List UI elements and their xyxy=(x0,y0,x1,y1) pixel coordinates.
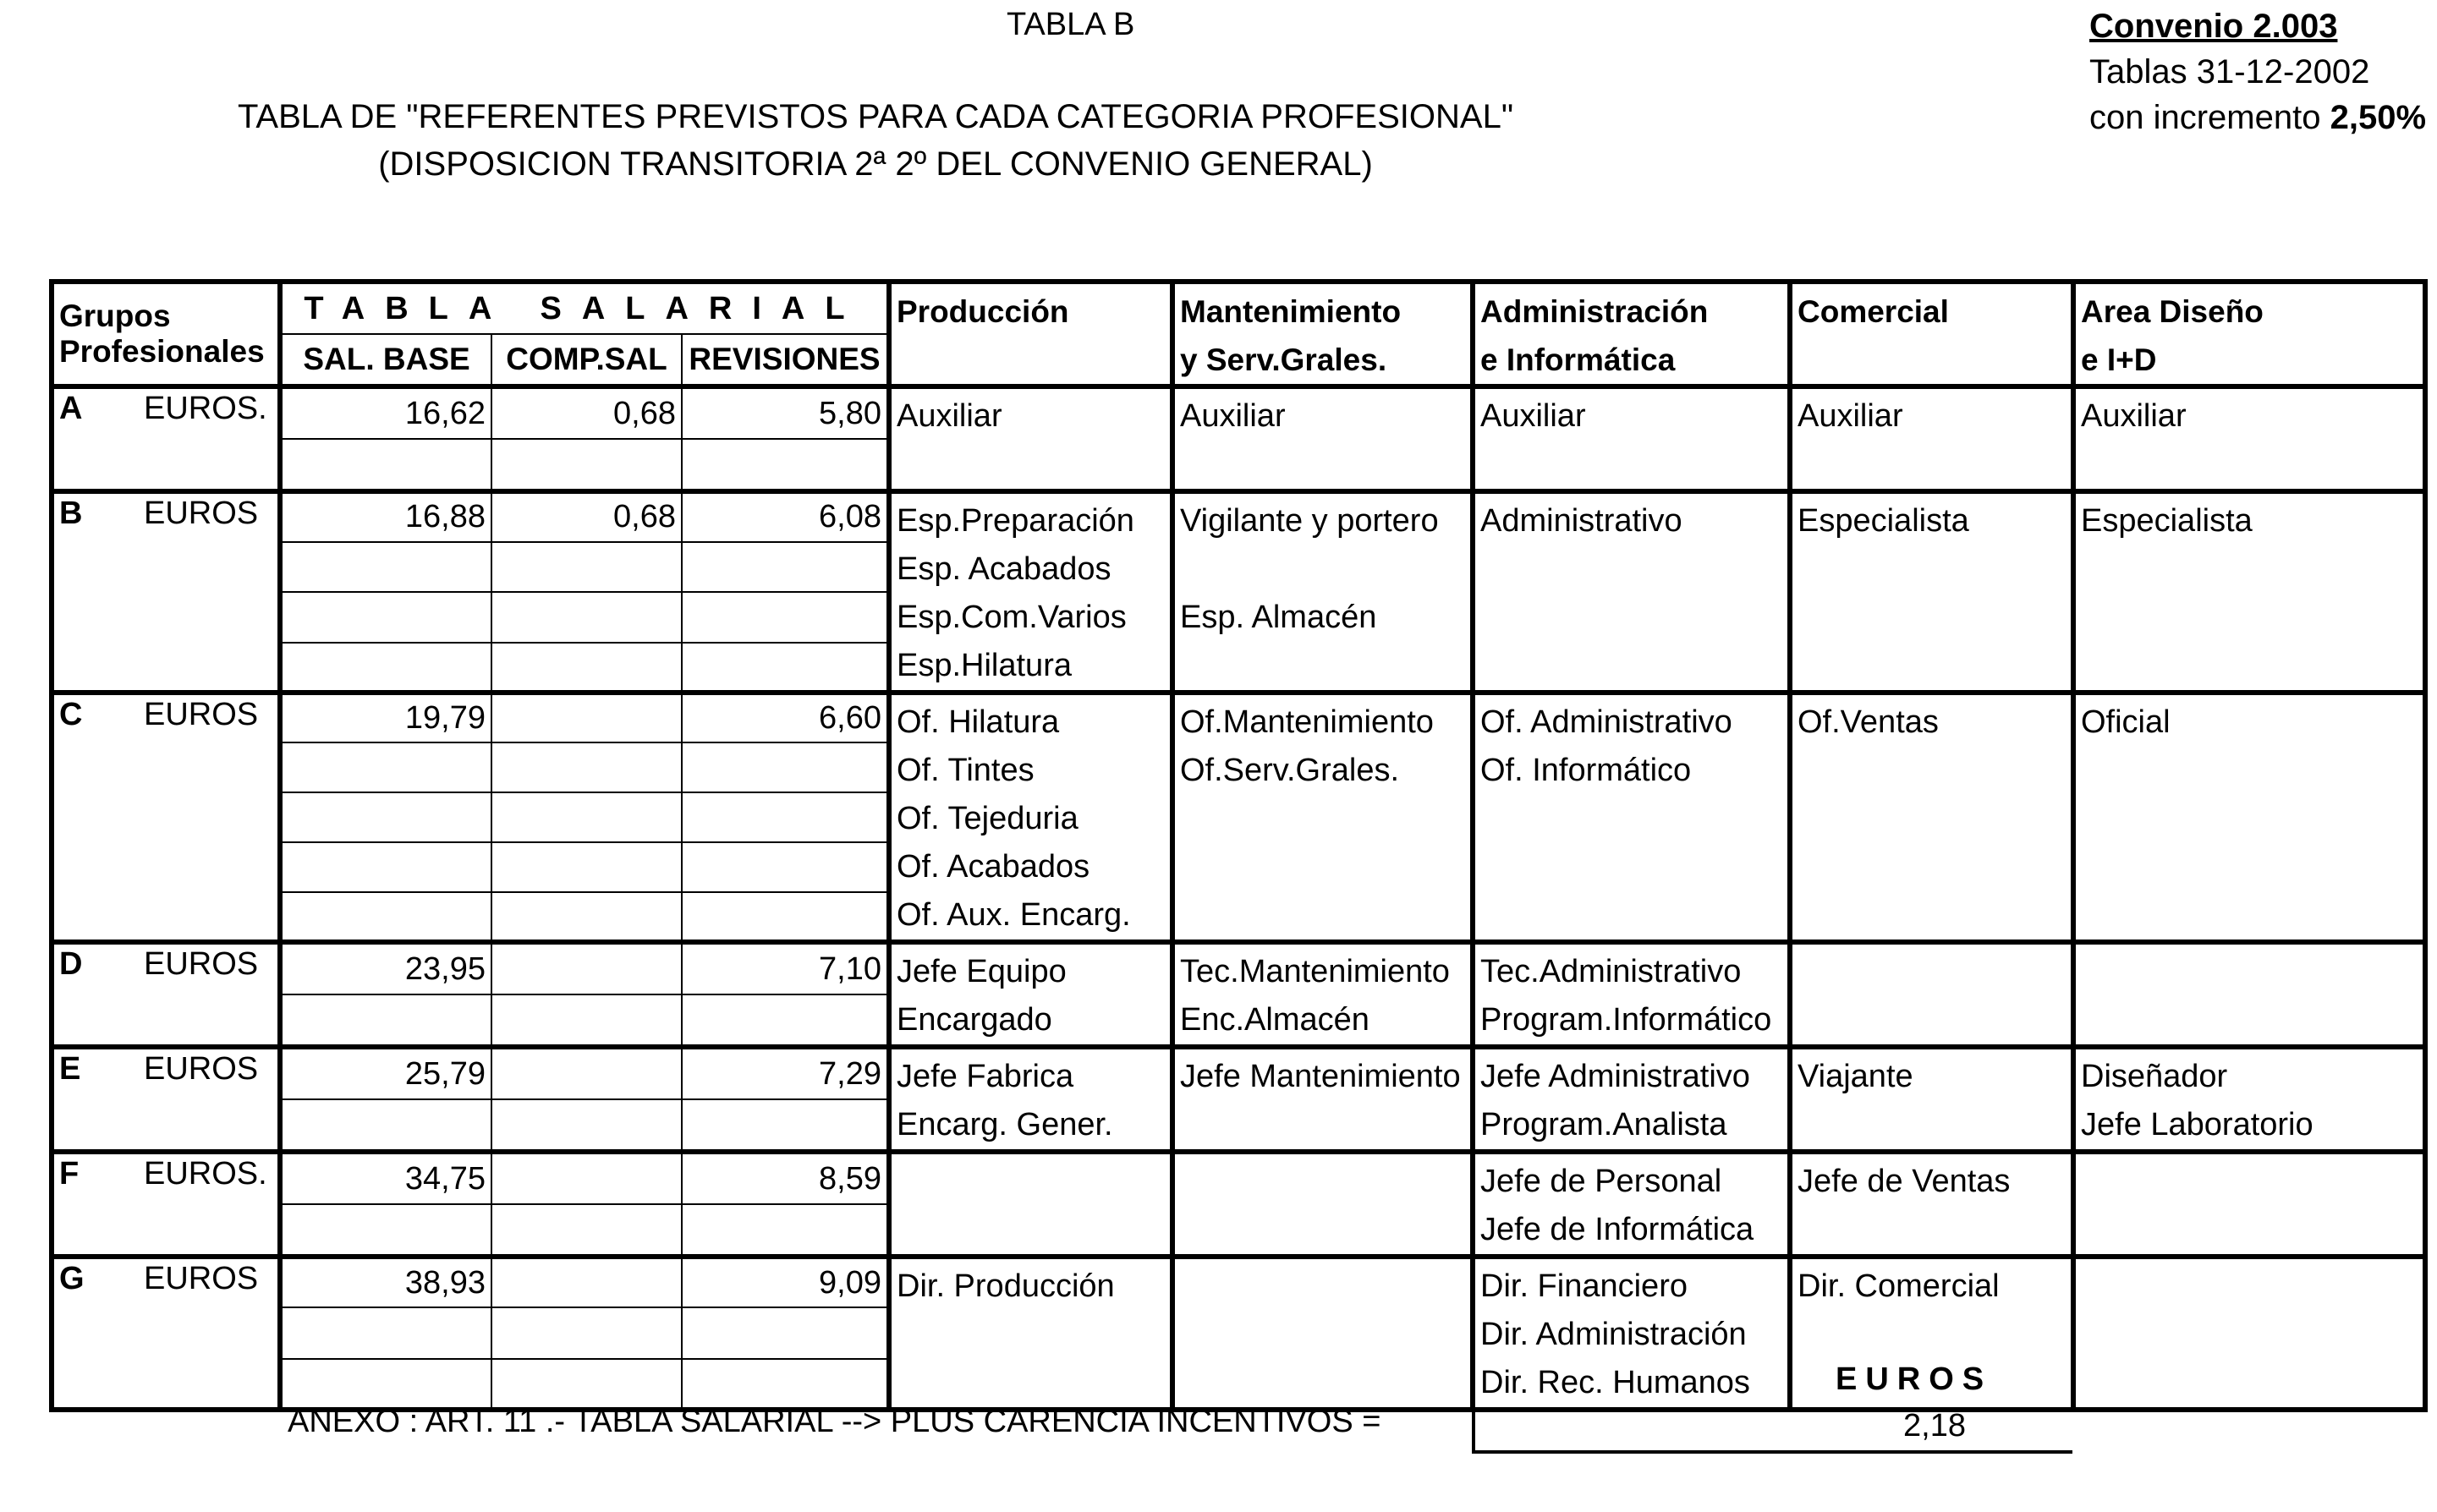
revisiones-empty xyxy=(682,792,889,842)
category-line xyxy=(2081,996,2418,1044)
group-unit: EUROS xyxy=(144,946,259,982)
comp-sal-value xyxy=(491,1152,682,1204)
comp-sal-empty xyxy=(491,742,682,792)
category-line: Auxiliar xyxy=(897,398,1002,434)
sal-base-empty xyxy=(280,1359,491,1410)
category-line xyxy=(1180,545,1465,594)
category-cell-administracion xyxy=(1473,1257,1790,1410)
category-line xyxy=(1798,1311,2066,1359)
category-line: Esp.Hilatura xyxy=(897,648,1072,683)
group-unit: EUROS xyxy=(144,496,259,531)
category-cell-administracion xyxy=(1473,1152,1790,1257)
header-mantenimiento-line-1: Mantenimiento xyxy=(1180,294,1402,329)
category-line xyxy=(2081,747,2418,795)
category-line: Of. Tintes xyxy=(897,753,1035,788)
revisiones-empty xyxy=(682,643,889,693)
category-line: Dir. Producción xyxy=(897,1268,1115,1304)
header-administracion xyxy=(1473,282,1790,386)
category-line xyxy=(2081,843,2418,891)
revisiones-empty xyxy=(682,1359,889,1410)
category-line xyxy=(1798,642,2066,690)
revisiones-value: 6,08 xyxy=(682,491,889,542)
category-line xyxy=(1480,441,1782,489)
category-line xyxy=(2081,545,2418,594)
comp-sal-empty xyxy=(491,592,682,643)
salary-table xyxy=(49,279,2428,1412)
category-line: Jefe de Personal xyxy=(1480,1164,1722,1199)
category-line xyxy=(2081,948,2418,996)
category-line xyxy=(2081,1263,2418,1311)
comp-sal-empty xyxy=(491,994,682,1047)
category-cell-mantenimiento xyxy=(1172,386,1473,491)
sal-base-empty xyxy=(280,994,491,1047)
category-line xyxy=(2081,1158,2418,1206)
euros-value-box xyxy=(1472,1400,2072,1454)
category-cell-administracion xyxy=(1473,1047,1790,1152)
category-cell-mantenimiento xyxy=(1172,1047,1473,1152)
table-row xyxy=(52,693,2425,742)
category-cell-administracion xyxy=(1473,386,1790,491)
comp-sal-empty xyxy=(491,542,682,593)
revisiones-value: 6,60 xyxy=(682,693,889,742)
header-grupos-line-2: Profesionales xyxy=(59,334,265,369)
sal-base-value: 38,93 xyxy=(280,1257,491,1307)
category-line xyxy=(2081,891,2418,940)
category-line xyxy=(2081,1206,2418,1254)
group-letter: F xyxy=(59,1156,80,1192)
revisiones-empty xyxy=(682,1307,889,1358)
category-cell-comercial xyxy=(1790,693,2073,942)
category-line: Jefe Administrativo xyxy=(1480,1059,1750,1094)
document-subtitle: TABLA DE "REFERENTES PREVISTOS PARA CADA CATEGORIA PROFESIONAL" xyxy=(237,98,1514,135)
category-line: Viajante xyxy=(1798,1059,1913,1094)
category-line: Program.Analista xyxy=(1480,1107,1727,1142)
group-unit: EUROS xyxy=(144,697,259,732)
group-letter: B xyxy=(59,496,83,531)
category-line: Encargado xyxy=(897,1002,1052,1038)
group-cell xyxy=(52,1047,280,1152)
category-line xyxy=(2081,1359,2418,1407)
revisiones-empty xyxy=(682,994,889,1047)
group-unit: EUROS. xyxy=(144,391,267,426)
revisiones-empty xyxy=(682,439,889,491)
category-cell-produccion xyxy=(889,1047,1172,1152)
category-line xyxy=(1180,441,1465,489)
category-line xyxy=(1180,795,1465,843)
sal-base-value: 25,79 xyxy=(280,1047,491,1099)
category-cell-produccion xyxy=(889,1152,1172,1257)
category-line: Jefe Laboratorio xyxy=(2081,1107,2314,1142)
category-cell-diseno xyxy=(2073,1047,2425,1152)
category-line xyxy=(1480,795,1782,843)
tablas-date: Tablas 31-12-2002 xyxy=(2089,53,2370,90)
sal-base-empty xyxy=(280,892,491,942)
category-line xyxy=(1180,1311,1465,1359)
revisiones-empty xyxy=(682,742,889,792)
category-cell-diseno xyxy=(2073,386,2425,491)
category-line xyxy=(1480,843,1782,891)
category-cell-mantenimiento xyxy=(1172,1257,1473,1410)
group-letter: A xyxy=(59,391,83,426)
table-label: TABLA B xyxy=(1007,7,1135,42)
comp-sal-empty xyxy=(491,1099,682,1152)
category-line: Dir. Comercial xyxy=(1798,1268,2000,1304)
table-row xyxy=(52,1257,2425,1307)
category-line xyxy=(1798,747,2066,795)
category-line: Esp. Almacén xyxy=(1180,600,1377,635)
category-cell-produccion xyxy=(889,693,1172,942)
sal-base-value: 16,88 xyxy=(280,491,491,542)
header-grupos xyxy=(52,282,280,386)
category-cell-comercial xyxy=(1790,942,2073,1047)
comp-sal-empty xyxy=(491,892,682,942)
comp-sal-empty xyxy=(491,1204,682,1257)
category-cell-diseno xyxy=(2073,693,2425,942)
category-line xyxy=(2081,441,2418,489)
header-produccion: Producción xyxy=(889,282,1172,386)
revisiones-empty xyxy=(682,842,889,892)
category-line: Esp.Preparación xyxy=(897,503,1134,539)
category-cell-produccion xyxy=(889,942,1172,1047)
category-line xyxy=(2081,642,2418,690)
euros-label: EUROS xyxy=(1836,1361,1993,1397)
header-diseno xyxy=(2073,282,2425,386)
sal-base-empty xyxy=(280,742,491,792)
category-line xyxy=(1180,1206,1465,1254)
category-line xyxy=(1798,1206,2066,1254)
revisiones-value: 9,09 xyxy=(682,1257,889,1307)
category-line xyxy=(2081,594,2418,642)
header-administracion-line-2: e Informática xyxy=(1480,342,1676,377)
category-line: Of. Informático xyxy=(1480,753,1692,788)
category-line: Of.Ventas xyxy=(1798,704,1939,740)
group-cell xyxy=(52,942,280,1047)
group-letter: E xyxy=(59,1051,81,1087)
category-line: Of. Aux. Encarg. xyxy=(897,897,1131,933)
category-cell-comercial xyxy=(1790,491,2073,693)
revisiones-empty xyxy=(682,542,889,593)
revisiones-value: 7,29 xyxy=(682,1047,889,1099)
category-line: Tec.Administrativo xyxy=(1480,954,1742,989)
group-cell xyxy=(52,386,280,491)
group-letter: G xyxy=(59,1261,85,1296)
category-cell-comercial xyxy=(1790,1152,2073,1257)
header-tabla-salarial: TABLA SALARIAL xyxy=(280,282,889,334)
category-line: Dir. Rec. Humanos xyxy=(1480,1365,1750,1400)
table-row xyxy=(52,1152,2425,1204)
category-line xyxy=(1480,642,1782,690)
category-line xyxy=(1798,996,2066,1044)
sal-base-value: 23,95 xyxy=(280,942,491,994)
category-line: Auxiliar xyxy=(2081,398,2187,434)
category-line xyxy=(1798,594,2066,642)
revisiones-value: 7,10 xyxy=(682,942,889,994)
category-line xyxy=(897,441,1165,489)
comp-sal-value xyxy=(491,693,682,742)
category-line xyxy=(2081,1311,2418,1359)
category-line: Jefe de Ventas xyxy=(1798,1164,2011,1199)
category-line xyxy=(1798,795,2066,843)
category-cell-administracion xyxy=(1473,491,1790,693)
category-line xyxy=(897,1206,1165,1254)
sal-base-value: 19,79 xyxy=(280,693,491,742)
document-subtitle-note: (DISPOSICION TRANSITORIA 2ª 2º DEL CONVENIO GENERAL) xyxy=(378,145,1373,183)
comp-sal-empty xyxy=(491,842,682,892)
group-cell xyxy=(52,491,280,693)
category-line xyxy=(1480,891,1782,940)
incremento-note xyxy=(2089,95,2426,140)
category-cell-diseno xyxy=(2073,1257,2425,1410)
category-line xyxy=(897,1311,1165,1359)
incremento-value: 2,50% xyxy=(2330,99,2427,136)
incremento-prefix: con incremento xyxy=(2089,99,2330,136)
category-cell-diseno xyxy=(2073,491,2425,693)
category-cell-administracion xyxy=(1473,942,1790,1047)
comp-sal-value: 0,68 xyxy=(491,386,682,439)
category-cell-mantenimiento xyxy=(1172,491,1473,693)
category-line: Tec.Mantenimiento xyxy=(1180,954,1450,989)
category-line xyxy=(1798,948,2066,996)
comp-sal-value xyxy=(491,1257,682,1307)
category-line xyxy=(1798,441,2066,489)
comp-sal-empty xyxy=(491,792,682,842)
group-cell xyxy=(52,1257,280,1410)
category-line: Dir. Financiero xyxy=(1480,1268,1688,1304)
category-cell-diseno xyxy=(2073,1152,2425,1257)
table-row xyxy=(52,942,2425,994)
sal-base-empty xyxy=(280,842,491,892)
category-line: Auxiliar xyxy=(1480,398,1586,434)
category-line xyxy=(897,1158,1165,1206)
category-line: Of. Hilatura xyxy=(897,704,1060,740)
comp-sal-empty xyxy=(491,439,682,491)
category-cell-mantenimiento xyxy=(1172,1152,1473,1257)
category-line xyxy=(1180,1359,1465,1407)
category-line: Of. Acabados xyxy=(897,849,1090,885)
category-line xyxy=(1180,1263,1465,1311)
category-line: Of. Tejeduria xyxy=(897,801,1079,836)
header-mantenimiento xyxy=(1172,282,1473,386)
category-cell-administracion xyxy=(1473,693,1790,942)
header-sal-base: SAL. BASE xyxy=(280,334,491,386)
sal-base-empty xyxy=(280,439,491,491)
category-line xyxy=(1480,545,1782,594)
sal-base-empty xyxy=(280,1307,491,1358)
anexo-note: ANEXO : ART. 11 .- TABLA SALARIAL --> PLUS CARENCIA INCENTIVOS = xyxy=(288,1404,1381,1439)
sal-base-value: 34,75 xyxy=(280,1152,491,1204)
category-line: Of. Administrativo xyxy=(1480,704,1732,740)
category-line xyxy=(1180,1101,1465,1149)
category-line: Enc.Almacén xyxy=(1180,1002,1369,1038)
category-cell-diseno xyxy=(2073,942,2425,1047)
header-mantenimiento-line-2: y Serv.Grales. xyxy=(1180,342,1387,377)
category-cell-mantenimiento xyxy=(1172,942,1473,1047)
euros-value: 2,18 xyxy=(1903,1408,1966,1444)
category-line xyxy=(1180,843,1465,891)
category-line xyxy=(1798,1101,2066,1149)
category-line: Especialista xyxy=(2081,503,2253,539)
header-comercial: Comercial xyxy=(1790,282,2073,386)
header-administracion-line-1: Administración xyxy=(1480,294,1709,329)
header-diseno-line-1: Area Diseño xyxy=(2081,294,2264,329)
sal-base-empty xyxy=(280,1099,491,1152)
comp-sal-empty xyxy=(491,1359,682,1410)
category-line: Administrativo xyxy=(1480,503,1682,539)
table-row xyxy=(52,1047,2425,1099)
revisiones-empty xyxy=(682,892,889,942)
comp-sal-empty xyxy=(491,1307,682,1358)
revisiones-value: 5,80 xyxy=(682,386,889,439)
sal-base-empty xyxy=(280,643,491,693)
group-cell xyxy=(52,693,280,942)
category-line: Diseñador xyxy=(2081,1059,2228,1094)
category-line: Vigilante y portero xyxy=(1180,503,1439,539)
category-line: Of.Serv.Grales. xyxy=(1180,753,1400,788)
category-line xyxy=(1180,642,1465,690)
header-diseno-line-2: e I+D xyxy=(2081,342,2157,377)
category-line: Program.Informático xyxy=(1480,1002,1772,1038)
sal-base-value: 16,62 xyxy=(280,386,491,439)
category-line: Jefe Mantenimiento xyxy=(1180,1059,1461,1094)
comp-sal-empty xyxy=(491,643,682,693)
header-row xyxy=(52,282,2425,334)
category-cell-produccion xyxy=(889,386,1172,491)
comp-sal-value xyxy=(491,942,682,994)
revisiones-empty xyxy=(682,1099,889,1152)
category-line xyxy=(1798,891,2066,940)
comp-sal-value: 0,68 xyxy=(491,491,682,542)
sal-base-empty xyxy=(280,1204,491,1257)
category-line: Jefe de Informática xyxy=(1480,1212,1754,1247)
category-line: Oficial xyxy=(2081,704,2171,740)
category-cell-produccion xyxy=(889,491,1172,693)
group-cell xyxy=(52,1152,280,1257)
category-line: Esp. Acabados xyxy=(897,551,1111,587)
group-letter: D xyxy=(59,946,83,982)
category-line xyxy=(1180,891,1465,940)
revisiones-empty xyxy=(682,592,889,643)
sal-base-empty xyxy=(280,542,491,593)
sal-base-empty xyxy=(280,792,491,842)
category-line: Jefe Fabrica xyxy=(897,1059,1074,1094)
category-line xyxy=(1180,1158,1465,1206)
category-line: Dir. Administración xyxy=(1480,1317,1747,1352)
sal-base-empty xyxy=(280,592,491,643)
category-line xyxy=(1798,545,2066,594)
category-line: Auxiliar xyxy=(1798,398,1903,434)
category-line xyxy=(1480,594,1782,642)
category-line: Of.Mantenimiento xyxy=(1180,704,1434,740)
revisiones-value: 8,59 xyxy=(682,1152,889,1204)
category-line: Auxiliar xyxy=(1180,398,1286,434)
category-cell-mantenimiento xyxy=(1172,693,1473,942)
category-line: Encarg. Gener. xyxy=(897,1107,1113,1142)
category-line: Jefe Equipo xyxy=(897,954,1067,989)
category-cell-produccion xyxy=(889,1257,1172,1410)
group-unit: EUROS xyxy=(144,1261,259,1296)
category-line: Esp.Com.Varios xyxy=(897,600,1127,635)
revisiones-empty xyxy=(682,1204,889,1257)
table-row xyxy=(52,386,2425,439)
table-row xyxy=(52,491,2425,542)
category-line xyxy=(1798,843,2066,891)
header-comp-sal: COMP.SAL xyxy=(491,334,682,386)
category-cell-comercial xyxy=(1790,1047,2073,1152)
comp-sal-value xyxy=(491,1047,682,1099)
category-line: Especialista xyxy=(1798,503,1969,539)
header-grupos-line-1: Grupos xyxy=(59,299,171,333)
category-line xyxy=(2081,795,2418,843)
category-line xyxy=(897,1359,1165,1407)
convenio-title: Convenio 2.003 xyxy=(2089,8,2338,45)
group-unit: EUROS. xyxy=(144,1156,267,1192)
category-cell-comercial xyxy=(1790,386,2073,491)
group-unit: EUROS xyxy=(144,1051,259,1087)
group-letter: C xyxy=(59,697,83,732)
header-revisiones: REVISIONES xyxy=(682,334,889,386)
